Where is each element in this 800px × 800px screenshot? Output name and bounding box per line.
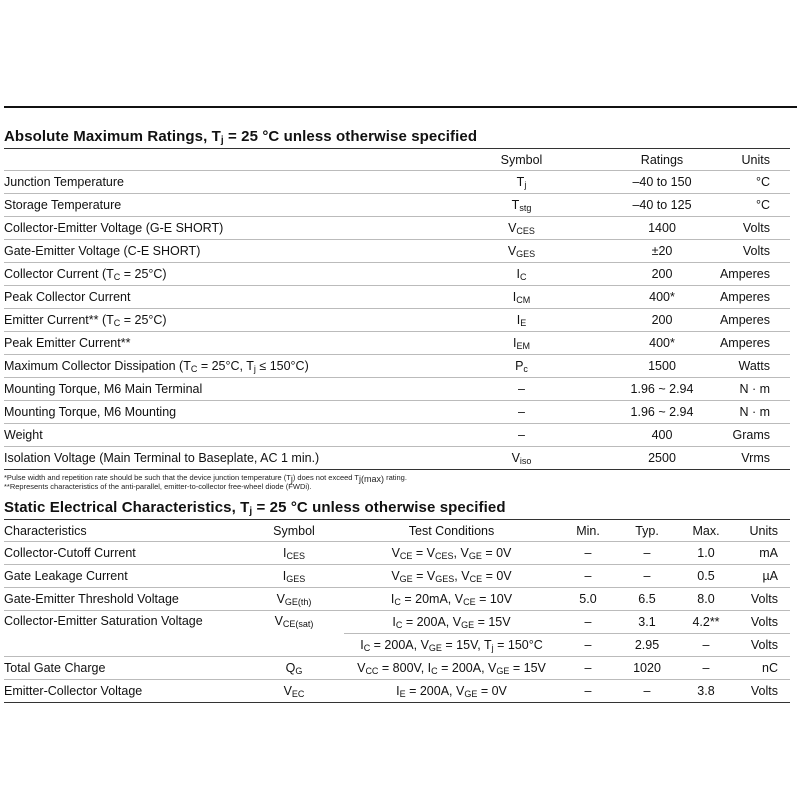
table-row [4, 240, 790, 263]
header-ratings: Ratings [614, 149, 710, 171]
table-row [4, 611, 790, 634]
unit-cell: mA [735, 542, 790, 565]
unit-cell: nC [735, 657, 790, 680]
absolute-maximum-ratings-section [4, 126, 790, 491]
parameter-label: Storage Temperature [4, 194, 429, 217]
rating-value: 1.96 ~ 2.94 [614, 378, 710, 401]
table-row [4, 588, 790, 611]
typ-value: – [617, 680, 677, 703]
table-row [4, 286, 790, 309]
symbol-cell: $V_{GES}$ [429, 240, 614, 263]
table-row [4, 332, 790, 355]
header-characteristics: Characteristics [4, 520, 244, 542]
table-row [4, 565, 790, 588]
unit-cell: Amperes [710, 263, 790, 286]
typ-value: 3.1 [617, 611, 677, 634]
parameter-label: Total Gate Charge [4, 657, 244, 680]
header-typ: Typ. [617, 520, 677, 542]
symbol-cell: $V_{CES}$ [429, 217, 614, 240]
parameter-label: Peak Collector Current [4, 286, 429, 309]
typ-value: – [617, 565, 677, 588]
symbol-cell: $P_c$ [429, 355, 614, 378]
symbol-cell: – [429, 401, 614, 424]
static-electrical-characteristics-section [4, 497, 790, 703]
table-row [4, 217, 790, 240]
parameter-label: Maximum Collector Dissipation ($T_C = 25^\circ C$, $T_j \le 150^\circ C$) [4, 355, 429, 378]
symbol-cell: $V_{iso}$ [429, 447, 614, 470]
table-row [4, 355, 790, 378]
unit-cell: Volts [710, 217, 790, 240]
parameter-label: Gate Leakage Current [4, 565, 244, 588]
unit-cell: µA [735, 565, 790, 588]
max-value: – [677, 657, 735, 680]
rating-value: ±20 [614, 240, 710, 263]
max-value: 3.8 [677, 680, 735, 703]
table-header-row [4, 520, 790, 542]
parameter-label: Emitter Current** $(T_C = 25^\circ C)$ [4, 309, 429, 332]
test-condition: $V_{CC} = 800V$, $I_C = 200A$, $V_{GE} = 15V$ [344, 657, 559, 680]
symbol-cell: – [429, 424, 614, 447]
unit-cell: Watts [710, 355, 790, 378]
symbol-cell: $I_{EM}$ [429, 332, 614, 355]
table-header-row [4, 149, 790, 171]
unit-cell: Vrms [710, 447, 790, 470]
rating-value: –40 to 125 [614, 194, 710, 217]
symbol-cell: $T_j$ [429, 171, 614, 194]
typ-value: 2.95 [617, 634, 677, 657]
table-row [4, 378, 790, 401]
parameter-label: Weight [4, 424, 429, 447]
symbol-cell: $I_{GES}$ [244, 565, 344, 588]
test-condition: $I_C = 200A$, $V_{GE} = 15V$ [344, 611, 559, 634]
header-max: Max. [677, 520, 735, 542]
parameter-label: Gate-Emitter Threshold Voltage [4, 588, 244, 611]
rating-value: 1.96 ~ 2.94 [614, 401, 710, 424]
min-value: – [559, 680, 617, 703]
rating-value: 2500 [614, 447, 710, 470]
parameter-label: Collector-Emitter Saturation Voltage [4, 611, 244, 657]
typ-value: 6.5 [617, 588, 677, 611]
rating-value: 200 [614, 309, 710, 332]
max-value: 4.2** [677, 611, 735, 634]
min-value: – [559, 542, 617, 565]
parameter-label: Collector-Cutoff Current [4, 542, 244, 565]
unit-cell: °C [710, 171, 790, 194]
table-row [4, 401, 790, 424]
table-row [4, 657, 790, 680]
header-units: Units [710, 149, 790, 171]
unit-cell: N · m [710, 401, 790, 424]
test-condition: $I_C = 20mA$, $V_{CE} = 10V$ [344, 588, 559, 611]
rating-value: –40 to 150 [614, 171, 710, 194]
ratings-table [4, 149, 790, 470]
test-condition: $V_{GE} = V_{GES}$, $V_{CE} = 0V$ [344, 565, 559, 588]
table-row [4, 680, 790, 703]
max-value: 0.5 [677, 565, 735, 588]
footnotes [4, 473, 790, 491]
unit-cell: °C [710, 194, 790, 217]
symbol-cell: $T_{stg}$ [429, 194, 614, 217]
table-row [4, 542, 790, 565]
table-row [4, 424, 790, 447]
unit-cell: Volts [735, 680, 790, 703]
table-row [4, 309, 790, 332]
min-value: 5.0 [559, 588, 617, 611]
symbol-cell: $I_C$ [429, 263, 614, 286]
parameter-label: Gate-Emitter Voltage (C-E SHORT) [4, 240, 429, 263]
unit-cell: Volts [735, 611, 790, 634]
rating-value: 1400 [614, 217, 710, 240]
footnote-pulse: *Pulse width and repetition rate should be such that the device junction temperature $(T_j)$ does not exceed $T_{j(max)}$ rating. [4, 473, 407, 484]
symbol-cell: $Q_G$ [244, 657, 344, 680]
rating-value: 200 [614, 263, 710, 286]
section-title: Absolute Maximum Ratings, $T_j = 25$ °C unless otherwise specified [4, 126, 790, 149]
max-value: – [677, 634, 735, 657]
test-condition: $I_C = 200A$, $V_{GE} = 15V$, $T_j = 150^\circ C$ [344, 634, 559, 657]
parameter-label: Junction Temperature [4, 171, 429, 194]
characteristics-table [4, 520, 790, 703]
unit-cell: Amperes [710, 332, 790, 355]
parameter-label: Collector Current $(T_C = 25^\circ C)$ [4, 263, 429, 286]
unit-cell: Grams [710, 424, 790, 447]
rating-value: 400* [614, 332, 710, 355]
header-symbol: Symbol [429, 149, 614, 171]
symbol-cell: – [429, 378, 614, 401]
unit-cell: Volts [735, 634, 790, 657]
min-value: – [559, 611, 617, 634]
parameter-label: Emitter-Collector Voltage [4, 680, 244, 703]
rating-value: 400 [614, 424, 710, 447]
header-rule [4, 106, 797, 108]
unit-cell: N · m [710, 378, 790, 401]
table-row [4, 171, 790, 194]
rating-value: 400* [614, 286, 710, 309]
test-condition: $I_E = 200A$, $V_{GE} = 0V$ [344, 680, 559, 703]
symbol-cell: $I_{CM}$ [429, 286, 614, 309]
symbol-cell: $I_{CES}$ [244, 542, 344, 565]
max-value: 1.0 [677, 542, 735, 565]
min-value: – [559, 565, 617, 588]
table-row [4, 263, 790, 286]
section-title: Static Electrical Characteristics, $T_j = 25$ °C unless otherwise specified [4, 497, 790, 520]
min-value: – [559, 657, 617, 680]
header-symbol: Symbol [244, 520, 344, 542]
header-test-conditions: Test Conditions [344, 520, 559, 542]
symbol-cell: $V_{CE(sat)}$ [244, 611, 344, 657]
unit-cell: Amperes [710, 286, 790, 309]
table-row [4, 447, 790, 470]
parameter-label: Isolation Voltage (Main Terminal to Baseplate, AC 1 min.) [4, 447, 429, 470]
parameter-label: Peak Emitter Current** [4, 332, 429, 355]
parameter-label: Collector-Emitter Voltage (G-E SHORT) [4, 217, 429, 240]
min-value: – [559, 634, 617, 657]
parameter-label: Mounting Torque, M6 Mounting [4, 401, 429, 424]
table-row [4, 194, 790, 217]
header-min: Min. [559, 520, 617, 542]
unit-cell: Volts [735, 588, 790, 611]
typ-value: 1020 [617, 657, 677, 680]
footnote-fwdi: **Represents characteristics of the anti-parallel, emitter-to-collector free-wheel diode (FWDi). [4, 482, 312, 491]
parameter-label: Mounting Torque, M6 Main Terminal [4, 378, 429, 401]
unit-cell: Volts [710, 240, 790, 263]
symbol-cell: $V_{GE(th)}$ [244, 588, 344, 611]
unit-cell: Amperes [710, 309, 790, 332]
symbol-cell: $I_E$ [429, 309, 614, 332]
rating-value: 1500 [614, 355, 710, 378]
symbol-cell: $V_{EC}$ [244, 680, 344, 703]
header-units: Units [735, 520, 790, 542]
test-condition: $V_{CE} = V_{CES}$, $V_{GE} = 0V$ [344, 542, 559, 565]
max-value: 8.0 [677, 588, 735, 611]
typ-value: – [617, 542, 677, 565]
